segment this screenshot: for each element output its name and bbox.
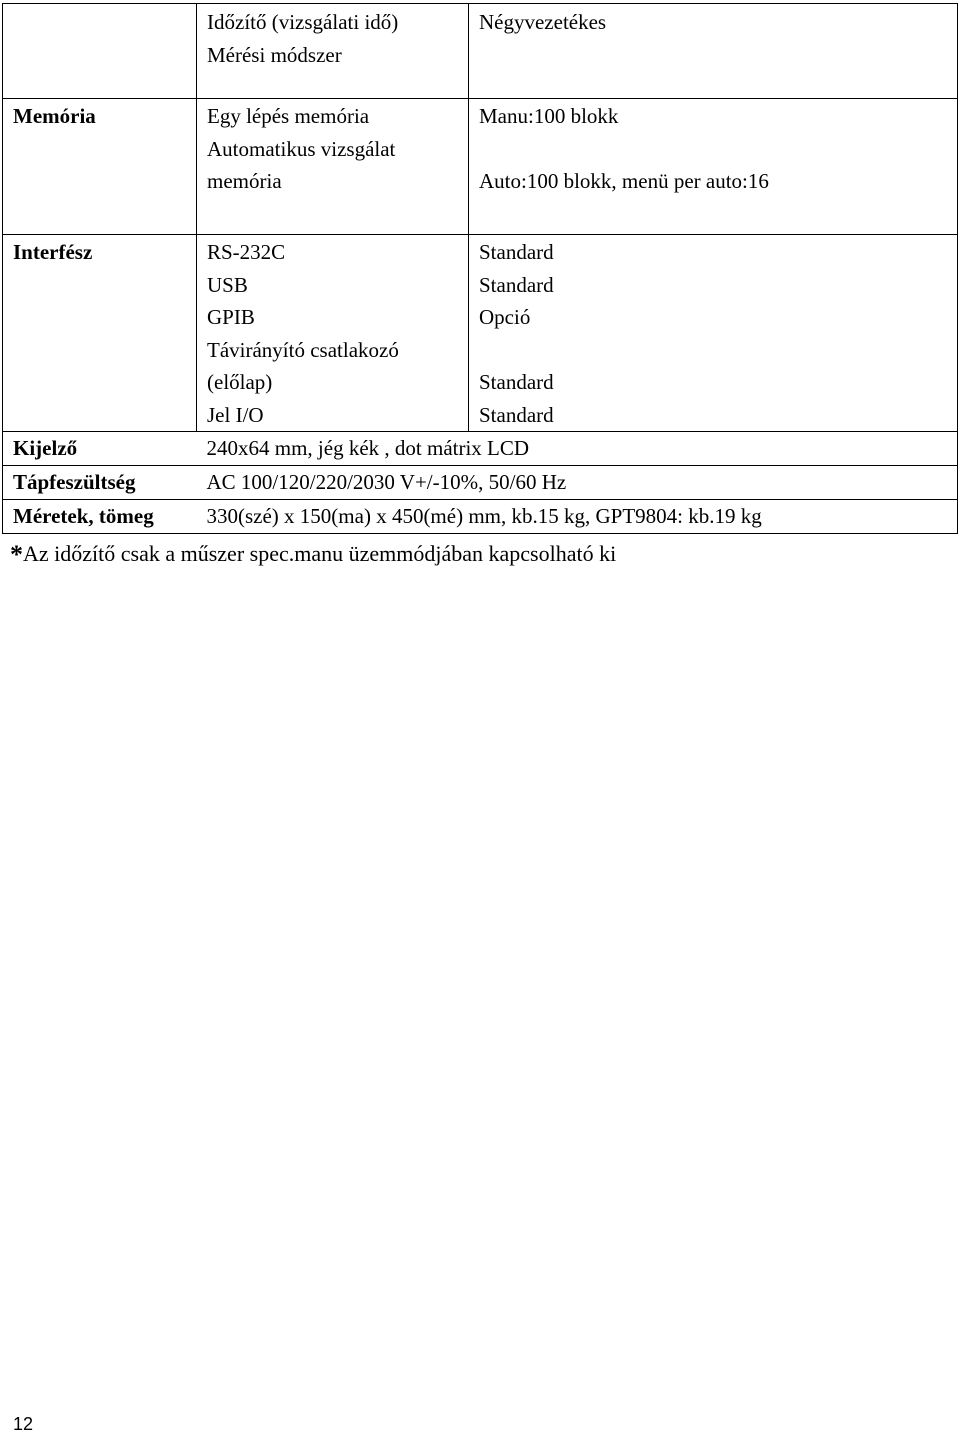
feature-item: memória (207, 169, 282, 193)
feature-cell (197, 99, 469, 235)
feature-item: Mérési módszer (207, 42, 342, 67)
row-label: Memória (13, 104, 96, 128)
value-item: Standard (479, 272, 554, 297)
page-number: 12 (13, 1414, 34, 1434)
value-cell (197, 500, 958, 534)
value-item: Opció (479, 305, 531, 329)
value-cell (469, 4, 958, 99)
feature-item: USB (207, 272, 248, 297)
table-row (3, 235, 958, 432)
feature-item: RS-232C (207, 240, 286, 264)
row-label: Méretek, tömeg (13, 504, 154, 528)
table-row (3, 99, 958, 235)
value-item: 330(szé) x 150(ma) x 450(mé) mm, kb.15 kg, GPT9804: kb.19 kg (206, 504, 762, 528)
row-label-cell (3, 432, 197, 466)
footnote (10, 540, 616, 570)
value-spacer (479, 334, 947, 367)
row-label-cell (3, 235, 197, 432)
value-cell (197, 432, 958, 466)
row-label-cell (3, 4, 197, 99)
row-label-cell (3, 466, 197, 500)
value-cell (469, 235, 958, 432)
footnote-marker: * (10, 540, 23, 569)
feature-item: Automatikus vizsgálat (207, 136, 396, 161)
value-item: 240x64 mm, jég kék , dot mátrix LCD (206, 436, 530, 460)
feature-item: GPIB (207, 305, 255, 329)
spec-table-container (2, 3, 957, 534)
table-row (3, 466, 958, 500)
value-item: Standard (479, 402, 554, 427)
value-item: Standard (479, 370, 554, 394)
row-label-cell (3, 500, 197, 534)
feature-cell (197, 4, 469, 99)
value-item: Standard (479, 240, 554, 264)
value-cell (197, 466, 958, 500)
feature-item: Távirányító csatlakozó (207, 337, 399, 362)
value-item: AC 100/120/220/2030 V+/-10%, 50/60 Hz (206, 470, 567, 494)
value-cell (469, 99, 958, 235)
value-spacer (479, 133, 947, 166)
table-row (3, 4, 958, 99)
row-label: Tápfeszültség (13, 470, 136, 494)
spec-table (2, 3, 958, 534)
row-label-cell (3, 99, 197, 235)
feature-item: Egy lépés memória (207, 104, 370, 128)
footnote-text: Az időzítő csak a műszer spec.manu üzemmódjában kapcsolható ki (23, 541, 617, 566)
feature-cell (197, 235, 469, 432)
value-item: Manu:100 blokk (479, 104, 619, 128)
row-label: Kijelző (13, 436, 78, 460)
feature-item: (előlap) (207, 370, 273, 394)
row-label: Interfész (13, 240, 93, 264)
feature-item: Jel I/O (207, 402, 264, 427)
table-row (3, 432, 958, 466)
value-item: Auto:100 blokk, menü per auto:16 (479, 169, 769, 193)
table-row (3, 500, 958, 534)
value-item: Négyvezetékes (479, 10, 607, 34)
feature-item: Időzítő (vizsgálati idő) (207, 10, 399, 34)
